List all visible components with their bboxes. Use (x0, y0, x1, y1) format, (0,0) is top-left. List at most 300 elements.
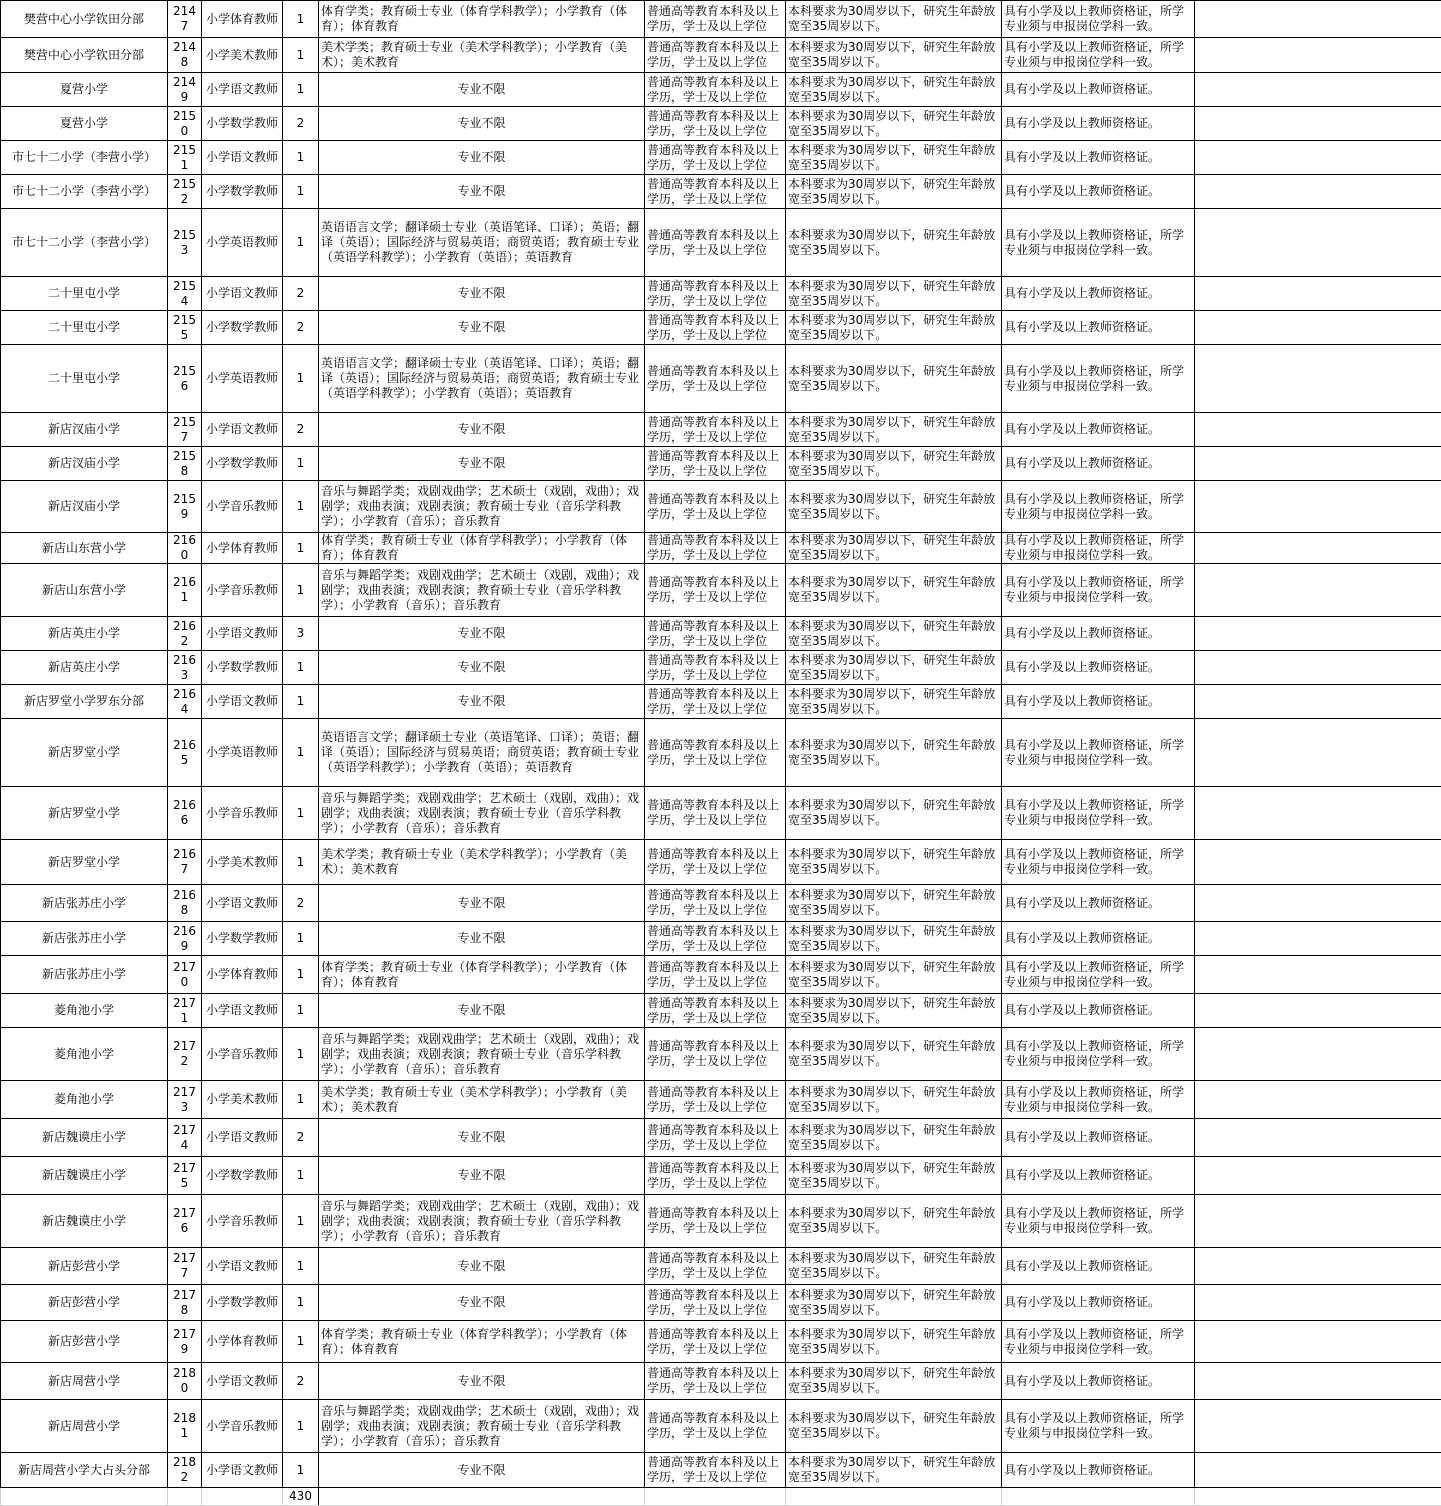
age-cell: 本科要求为30周岁以下，研究生年龄放宽至35周岁以下。 (786, 840, 1002, 885)
empty-cell (1195, 1028, 1441, 1081)
post-code-cell: 2153 (168, 209, 202, 277)
headcount-cell: 1 (283, 840, 319, 885)
certificate-cell: 具有小学及以上教师资格证。 (1002, 73, 1195, 107)
school-name-cell: 新店张苏庄小学 (1, 922, 168, 956)
certificate-cell: 具有小学及以上教师资格证，所学专业须与申报岗位学科一致。 (1002, 840, 1195, 885)
empty-cell (1195, 564, 1441, 617)
table-row (1, 617, 1441, 651)
empty-cell (1195, 885, 1441, 922)
education-cell: 普通高等教育本科及以上学历，学士及以上学位 (645, 1285, 786, 1321)
table-row (1, 922, 1441, 956)
post-name-cell: 小学体育教师 (202, 956, 283, 994)
post-name-cell: 小学体育教师 (202, 533, 283, 564)
headcount-cell: 3 (283, 617, 319, 651)
age-cell: 本科要求为30周岁以下，研究生年龄放宽至35周岁以下。 (786, 922, 1002, 956)
empty-cell (1195, 956, 1441, 994)
age-cell: 本科要求为30周岁以下，研究生年龄放宽至35周岁以下。 (786, 994, 1002, 1028)
certificate-cell: 具有小学及以上教师资格证。 (1002, 1119, 1195, 1157)
age-cell: 本科要求为30周岁以下，研究生年龄放宽至35周岁以下。 (786, 533, 1002, 564)
post-name-cell: 小学英语教师 (202, 345, 283, 413)
empty-cell (1195, 719, 1441, 787)
table-row (1, 1028, 1441, 1081)
certificate-cell: 具有小学及以上教师资格证，所学专业须与申报岗位学科一致。 (1002, 1195, 1195, 1248)
empty-cell (1195, 1195, 1441, 1248)
post-code-cell: 2175 (168, 1157, 202, 1195)
table-row (1, 277, 1441, 311)
headcount-cell: 1 (283, 1285, 319, 1321)
education-cell: 普通高等教育本科及以上学历，学士及以上学位 (645, 413, 786, 447)
major-cell: 专业不限 (319, 413, 645, 447)
headcount-cell: 1 (283, 447, 319, 481)
headcount-cell: 1 (283, 1321, 319, 1363)
empty-cell (1195, 1, 1441, 38)
education-cell: 普通高等教育本科及以上学历，学士及以上学位 (645, 175, 786, 209)
post-code-cell: 2154 (168, 277, 202, 311)
table-row (1, 994, 1441, 1028)
headcount-cell: 1 (283, 209, 319, 277)
post-code-cell: 2180 (168, 1363, 202, 1400)
major-cell: 专业不限 (319, 1248, 645, 1285)
post-code-cell: 2164 (168, 685, 202, 719)
education-cell: 普通高等教育本科及以上学历，学士及以上学位 (645, 1363, 786, 1400)
school-name-cell: 新店彭营小学 (1, 1248, 168, 1285)
certificate-cell: 具有小学及以上教师资格证。 (1002, 413, 1195, 447)
post-name-cell: 小学语文教师 (202, 685, 283, 719)
education-cell: 普通高等教育本科及以上学历，学士及以上学位 (645, 885, 786, 922)
post-code-cell: 2160 (168, 533, 202, 564)
major-cell: 美术学类；教育硕士专业（美术学科教学）；小学教育（美术）；美术教育 (319, 38, 645, 73)
headcount-cell: 1 (283, 1453, 319, 1488)
empty-cell (1, 1488, 168, 1506)
school-name-cell: 新店周营小学 (1, 1400, 168, 1453)
post-name-cell: 小学英语教师 (202, 719, 283, 787)
education-cell: 普通高等教育本科及以上学历，学士及以上学位 (645, 1119, 786, 1157)
empty-cell (1195, 345, 1441, 413)
age-cell: 本科要求为30周岁以下，研究生年龄放宽至35周岁以下。 (786, 956, 1002, 994)
table-row (1, 413, 1441, 447)
school-name-cell: 新店张苏庄小学 (1, 885, 168, 922)
age-cell: 本科要求为30周岁以下，研究生年龄放宽至35周岁以下。 (786, 141, 1002, 175)
certificate-cell: 具有小学及以上教师资格证。 (1002, 447, 1195, 481)
school-name-cell: 新店山东营小学 (1, 533, 168, 564)
education-cell: 普通高等教育本科及以上学历，学士及以上学位 (645, 1157, 786, 1195)
certificate-cell: 具有小学及以上教师资格证。 (1002, 1248, 1195, 1285)
major-cell: 专业不限 (319, 885, 645, 922)
certificate-cell: 具有小学及以上教师资格证，所学专业须与申报岗位学科一致。 (1002, 956, 1195, 994)
school-name-cell: 新店山东营小学 (1, 564, 168, 617)
certificate-cell: 具有小学及以上教师资格证。 (1002, 1363, 1195, 1400)
headcount-cell: 1 (283, 1157, 319, 1195)
education-cell: 普通高等教育本科及以上学历，学士及以上学位 (645, 787, 786, 840)
education-cell: 普通高等教育本科及以上学历，学士及以上学位 (645, 209, 786, 277)
major-cell: 音乐与舞蹈学类；戏剧戏曲学；艺术硕士（戏剧，戏曲）；戏剧学；戏曲表演；戏剧表演；教育硕士专业（音乐学科教学）；小学教育（音乐）；音乐教育 (319, 1400, 645, 1453)
age-cell: 本科要求为30周岁以下，研究生年龄放宽至35周岁以下。 (786, 447, 1002, 481)
education-cell: 普通高等教育本科及以上学历，学士及以上学位 (645, 994, 786, 1028)
major-cell: 专业不限 (319, 651, 645, 685)
major-cell: 专业不限 (319, 1119, 645, 1157)
headcount-cell: 2 (283, 1363, 319, 1400)
post-name-cell: 小学数学教师 (202, 1285, 283, 1321)
headcount-cell: 2 (283, 1119, 319, 1157)
education-cell: 普通高等教育本科及以上学历，学士及以上学位 (645, 73, 786, 107)
school-name-cell: 新店罗堂小学 (1, 840, 168, 885)
table-row (1, 481, 1441, 533)
post-code-cell: 2172 (168, 1028, 202, 1081)
post-name-cell: 小学数学教师 (202, 922, 283, 956)
post-code-cell: 2182 (168, 1453, 202, 1488)
certificate-cell: 具有小学及以上教师资格证，所学专业须与申报岗位学科一致。 (1002, 345, 1195, 413)
headcount-cell: 1 (283, 1248, 319, 1285)
major-cell: 专业不限 (319, 73, 645, 107)
education-cell: 普通高等教育本科及以上学历，学士及以上学位 (645, 38, 786, 73)
education-cell: 普通高等教育本科及以上学历，学士及以上学位 (645, 481, 786, 533)
post-name-cell: 小学数学教师 (202, 107, 283, 141)
empty-cell (202, 1488, 283, 1506)
post-code-cell: 2165 (168, 719, 202, 787)
post-name-cell: 小学美术教师 (202, 840, 283, 885)
school-name-cell: 菱角池小学 (1, 1028, 168, 1081)
education-cell: 普通高等教育本科及以上学历，学士及以上学位 (645, 1, 786, 38)
post-name-cell: 小学数学教师 (202, 447, 283, 481)
major-cell: 专业不限 (319, 922, 645, 956)
major-cell: 专业不限 (319, 277, 645, 311)
headcount-cell: 1 (283, 1195, 319, 1248)
post-code-cell: 2152 (168, 175, 202, 209)
empty-cell (1195, 685, 1441, 719)
table-row (1, 73, 1441, 107)
headcount-cell: 2 (283, 311, 319, 345)
education-cell: 普通高等教育本科及以上学历，学士及以上学位 (645, 447, 786, 481)
major-cell: 音乐与舞蹈学类；戏剧戏曲学；艺术硕士（戏剧，戏曲）；戏剧学；戏曲表演；戏剧表演；教育硕士专业（音乐学科教学）；小学教育（音乐）；音乐教育 (319, 481, 645, 533)
age-cell: 本科要求为30周岁以下，研究生年龄放宽至35周岁以下。 (786, 38, 1002, 73)
headcount-cell: 1 (283, 481, 319, 533)
post-code-cell: 2161 (168, 564, 202, 617)
post-name-cell: 小学语文教师 (202, 1248, 283, 1285)
empty-cell (1195, 277, 1441, 311)
post-code-cell: 2171 (168, 994, 202, 1028)
post-code-cell: 2155 (168, 311, 202, 345)
empty-cell (1002, 1488, 1195, 1506)
empty-cell (319, 1488, 645, 1506)
table-row (1, 719, 1441, 787)
education-cell: 普通高等教育本科及以上学历，学士及以上学位 (645, 651, 786, 685)
empty-cell (1195, 107, 1441, 141)
education-cell: 普通高等教育本科及以上学历，学士及以上学位 (645, 1028, 786, 1081)
total-headcount: 430 (283, 1488, 319, 1506)
headcount-cell: 1 (283, 345, 319, 413)
post-name-cell: 小学音乐教师 (202, 564, 283, 617)
empty-cell (786, 1488, 1002, 1506)
certificate-cell: 具有小学及以上教师资格证。 (1002, 685, 1195, 719)
post-code-cell: 2174 (168, 1119, 202, 1157)
table-row (1, 345, 1441, 413)
post-name-cell: 小学体育教师 (202, 1321, 283, 1363)
age-cell: 本科要求为30周岁以下，研究生年龄放宽至35周岁以下。 (786, 1453, 1002, 1488)
age-cell: 本科要求为30周岁以下，研究生年龄放宽至35周岁以下。 (786, 1321, 1002, 1363)
table-row (1, 107, 1441, 141)
post-name-cell: 小学数学教师 (202, 1157, 283, 1195)
school-name-cell: 樊营中心小学钦田分部 (1, 38, 168, 73)
headcount-cell: 1 (283, 175, 319, 209)
empty-cell (1195, 1248, 1441, 1285)
headcount-cell: 1 (283, 1081, 319, 1119)
headcount-cell: 1 (283, 685, 319, 719)
age-cell: 本科要求为30周岁以下，研究生年龄放宽至35周岁以下。 (786, 175, 1002, 209)
empty-cell (1195, 1321, 1441, 1363)
school-name-cell: 新店汊庙小学 (1, 413, 168, 447)
post-name-cell: 小学语文教师 (202, 277, 283, 311)
age-cell: 本科要求为30周岁以下，研究生年龄放宽至35周岁以下。 (786, 719, 1002, 787)
major-cell: 专业不限 (319, 1157, 645, 1195)
table-row (1, 311, 1441, 345)
school-name-cell: 新店英庄小学 (1, 617, 168, 651)
headcount-cell: 1 (283, 651, 319, 685)
school-name-cell: 新店魏谟庄小学 (1, 1119, 168, 1157)
certificate-cell: 具有小学及以上教师资格证，所学专业须与申报岗位学科一致。 (1002, 1, 1195, 38)
certificate-cell: 具有小学及以上教师资格证，所学专业须与申报岗位学科一致。 (1002, 533, 1195, 564)
headcount-cell: 1 (283, 564, 319, 617)
table-row (1, 840, 1441, 885)
age-cell: 本科要求为30周岁以下，研究生年龄放宽至35周岁以下。 (786, 73, 1002, 107)
education-cell: 普通高等教育本科及以上学历，学士及以上学位 (645, 719, 786, 787)
post-code-cell: 2157 (168, 413, 202, 447)
headcount-cell: 1 (283, 141, 319, 175)
major-cell: 专业不限 (319, 311, 645, 345)
post-name-cell: 小学数学教师 (202, 311, 283, 345)
post-name-cell: 小学数学教师 (202, 651, 283, 685)
empty-cell (1195, 1157, 1441, 1195)
post-code-cell: 2167 (168, 840, 202, 885)
empty-cell (1195, 840, 1441, 885)
education-cell: 普通高等教育本科及以上学历，学士及以上学位 (645, 956, 786, 994)
certificate-cell: 具有小学及以上教师资格证。 (1002, 277, 1195, 311)
school-name-cell: 菱角池小学 (1, 1081, 168, 1119)
total-row (1, 1488, 1441, 1506)
post-name-cell: 小学语文教师 (202, 141, 283, 175)
post-code-cell: 2181 (168, 1400, 202, 1453)
education-cell: 普通高等教育本科及以上学历，学士及以上学位 (645, 345, 786, 413)
empty-cell (1195, 38, 1441, 73)
post-name-cell: 小学语文教师 (202, 617, 283, 651)
table-row (1, 1453, 1441, 1488)
education-cell: 普通高等教育本科及以上学历，学士及以上学位 (645, 685, 786, 719)
school-name-cell: 市七十二小学（李营小学） (1, 209, 168, 277)
certificate-cell: 具有小学及以上教师资格证，所学专业须与申报岗位学科一致。 (1002, 787, 1195, 840)
empty-cell (1195, 1363, 1441, 1400)
education-cell: 普通高等教育本科及以上学历，学士及以上学位 (645, 1081, 786, 1119)
school-name-cell: 新店魏谟庄小学 (1, 1157, 168, 1195)
major-cell: 英语语言文学；翻译硕士专业（英语笔译、口译）；英语；翻译（英语）；国际经济与贸易英语；商贸英语；教育硕士专业（英语学科教学）；小学教育（英语）；英语教育 (319, 209, 645, 277)
education-cell: 普通高等教育本科及以上学历，学士及以上学位 (645, 141, 786, 175)
post-code-cell: 2149 (168, 73, 202, 107)
empty-cell (1195, 1119, 1441, 1157)
table-row (1, 787, 1441, 840)
table-row (1, 1195, 1441, 1248)
table-row (1, 956, 1441, 994)
headcount-cell: 1 (283, 533, 319, 564)
empty-cell (1195, 175, 1441, 209)
headcount-cell: 1 (283, 719, 319, 787)
post-code-cell: 2150 (168, 107, 202, 141)
empty-cell (1195, 481, 1441, 533)
education-cell: 普通高等教育本科及以上学历，学士及以上学位 (645, 277, 786, 311)
age-cell: 本科要求为30周岁以下，研究生年龄放宽至35周岁以下。 (786, 1363, 1002, 1400)
age-cell: 本科要求为30周岁以下，研究生年龄放宽至35周岁以下。 (786, 1, 1002, 38)
major-cell: 专业不限 (319, 1363, 645, 1400)
education-cell: 普通高等教育本科及以上学历，学士及以上学位 (645, 1453, 786, 1488)
age-cell: 本科要求为30周岁以下，研究生年龄放宽至35周岁以下。 (786, 564, 1002, 617)
age-cell: 本科要求为30周岁以下，研究生年龄放宽至35周岁以下。 (786, 1119, 1002, 1157)
education-cell: 普通高等教育本科及以上学历，学士及以上学位 (645, 1248, 786, 1285)
major-cell: 英语语言文学；翻译硕士专业（英语笔译、口译）；英语；翻译（英语）；国际经济与贸易英语；商贸英语；教育硕士专业（英语学科教学）；小学教育（英语）；英语教育 (319, 345, 645, 413)
empty-cell (1195, 787, 1441, 840)
post-code-cell: 2151 (168, 141, 202, 175)
certificate-cell: 具有小学及以上教师资格证，所学专业须与申报岗位学科一致。 (1002, 1321, 1195, 1363)
table-row (1, 1285, 1441, 1321)
table-row (1, 1248, 1441, 1285)
school-name-cell: 二十里屯小学 (1, 345, 168, 413)
age-cell: 本科要求为30周岁以下，研究生年龄放宽至35周岁以下。 (786, 617, 1002, 651)
age-cell: 本科要求为30周岁以下，研究生年龄放宽至35周岁以下。 (786, 651, 1002, 685)
major-cell: 美术学类；教育硕士专业（美术学科教学）；小学教育（美术）；美术教育 (319, 1081, 645, 1119)
certificate-cell: 具有小学及以上教师资格证，所学专业须与申报岗位学科一致。 (1002, 1028, 1195, 1081)
education-cell: 普通高等教育本科及以上学历，学士及以上学位 (645, 1400, 786, 1453)
certificate-cell: 具有小学及以上教师资格证。 (1002, 651, 1195, 685)
major-cell: 专业不限 (319, 141, 645, 175)
empty-cell (1195, 1400, 1441, 1453)
post-code-cell: 2178 (168, 1285, 202, 1321)
major-cell: 专业不限 (319, 1453, 645, 1488)
age-cell: 本科要求为30周岁以下，研究生年龄放宽至35周岁以下。 (786, 1028, 1002, 1081)
post-name-cell: 小学语文教师 (202, 1453, 283, 1488)
table-row (1, 533, 1441, 564)
empty-cell (1195, 73, 1441, 107)
post-code-cell: 2166 (168, 787, 202, 840)
major-cell: 体育学类；教育硕士专业（体育学科教学）；小学教育（体育）；体育教育 (319, 956, 645, 994)
major-cell: 专业不限 (319, 107, 645, 141)
certificate-cell: 具有小学及以上教师资格证。 (1002, 1453, 1195, 1488)
table-row (1, 885, 1441, 922)
age-cell: 本科要求为30周岁以下，研究生年龄放宽至35周岁以下。 (786, 1081, 1002, 1119)
empty-cell (168, 1488, 202, 1506)
major-cell: 专业不限 (319, 447, 645, 481)
empty-cell (1195, 311, 1441, 345)
education-cell: 普通高等教育本科及以上学历，学士及以上学位 (645, 564, 786, 617)
certificate-cell: 具有小学及以上教师资格证。 (1002, 885, 1195, 922)
age-cell: 本科要求为30周岁以下，研究生年龄放宽至35周岁以下。 (786, 277, 1002, 311)
empty-cell (1195, 447, 1441, 481)
age-cell: 本科要求为30周岁以下，研究生年龄放宽至35周岁以下。 (786, 413, 1002, 447)
school-name-cell: 夏营小学 (1, 107, 168, 141)
post-name-cell: 小学音乐教师 (202, 787, 283, 840)
certificate-cell: 具有小学及以上教师资格证。 (1002, 922, 1195, 956)
education-cell: 普通高等教育本科及以上学历，学士及以上学位 (645, 533, 786, 564)
table-row (1, 447, 1441, 481)
school-name-cell: 新店汊庙小学 (1, 481, 168, 533)
school-name-cell: 新店周营小学 (1, 1363, 168, 1400)
headcount-cell: 2 (283, 277, 319, 311)
table-body (1, 1, 1441, 1506)
table-row (1, 1157, 1441, 1195)
post-name-cell: 小学音乐教师 (202, 1400, 283, 1453)
major-cell: 音乐与舞蹈学类；戏剧戏曲学；艺术硕士（戏剧，戏曲）；戏剧学；戏曲表演；戏剧表演；教育硕士专业（音乐学科教学）；小学教育（音乐）；音乐教育 (319, 1028, 645, 1081)
education-cell: 普通高等教育本科及以上学历，学士及以上学位 (645, 922, 786, 956)
post-name-cell: 小学音乐教师 (202, 1195, 283, 1248)
education-cell: 普通高等教育本科及以上学历，学士及以上学位 (645, 617, 786, 651)
table-row (1, 209, 1441, 277)
table-row (1, 1321, 1441, 1363)
post-name-cell: 小学语文教师 (202, 1363, 283, 1400)
post-code-cell: 2168 (168, 885, 202, 922)
headcount-cell: 1 (283, 73, 319, 107)
major-cell: 美术学类；教育硕士专业（美术学科教学）；小学教育（美术）；美术教育 (319, 840, 645, 885)
school-name-cell: 樊营中心小学钦田分部 (1, 1, 168, 38)
table-row (1, 175, 1441, 209)
empty-cell (1195, 413, 1441, 447)
age-cell: 本科要求为30周岁以下，研究生年龄放宽至35周岁以下。 (786, 885, 1002, 922)
certificate-cell: 具有小学及以上教师资格证，所学专业须与申报岗位学科一致。 (1002, 481, 1195, 533)
empty-cell (1195, 1081, 1441, 1119)
table-row (1, 1400, 1441, 1453)
post-name-cell: 小学体育教师 (202, 1, 283, 38)
school-name-cell: 菱角池小学 (1, 994, 168, 1028)
table-row (1, 141, 1441, 175)
table-row (1, 1, 1441, 38)
school-name-cell: 二十里屯小学 (1, 311, 168, 345)
age-cell: 本科要求为30周岁以下，研究生年龄放宽至35周岁以下。 (786, 107, 1002, 141)
table-row (1, 685, 1441, 719)
post-code-cell: 2163 (168, 651, 202, 685)
school-name-cell: 夏营小学 (1, 73, 168, 107)
headcount-cell: 1 (283, 787, 319, 840)
certificate-cell: 具有小学及以上教师资格证，所学专业须与申报岗位学科一致。 (1002, 1081, 1195, 1119)
major-cell: 专业不限 (319, 175, 645, 209)
empty-cell (1195, 533, 1441, 564)
post-name-cell: 小学数学教师 (202, 175, 283, 209)
age-cell: 本科要求为30周岁以下，研究生年龄放宽至35周岁以下。 (786, 209, 1002, 277)
post-name-cell: 小学音乐教师 (202, 481, 283, 533)
table-row (1, 38, 1441, 73)
headcount-cell: 1 (283, 38, 319, 73)
post-code-cell: 2159 (168, 481, 202, 533)
headcount-cell: 2 (283, 885, 319, 922)
headcount-cell: 1 (283, 922, 319, 956)
certificate-cell: 具有小学及以上教师资格证。 (1002, 311, 1195, 345)
major-cell: 英语语言文学；翻译硕士专业（英语笔译、口译）；英语；翻译（英语）；国际经济与贸易英语；商贸英语；教育硕士专业（英语学科教学）；小学教育（英语）；英语教育 (319, 719, 645, 787)
major-cell: 专业不限 (319, 685, 645, 719)
age-cell: 本科要求为30周岁以下，研究生年龄放宽至35周岁以下。 (786, 345, 1002, 413)
certificate-cell: 具有小学及以上教师资格证。 (1002, 994, 1195, 1028)
empty-cell (1195, 209, 1441, 277)
certificate-cell: 具有小学及以上教师资格证。 (1002, 175, 1195, 209)
headcount-cell: 2 (283, 107, 319, 141)
education-cell: 普通高等教育本科及以上学历，学士及以上学位 (645, 840, 786, 885)
certificate-cell: 具有小学及以上教师资格证。 (1002, 617, 1195, 651)
school-name-cell: 新店周营小学大占头分部 (1, 1453, 168, 1488)
post-name-cell: 小学语文教师 (202, 1119, 283, 1157)
empty-cell (1195, 1488, 1441, 1506)
age-cell: 本科要求为30周岁以下，研究生年龄放宽至35周岁以下。 (786, 1285, 1002, 1321)
post-code-cell: 2156 (168, 345, 202, 413)
school-name-cell: 新店罗堂小学罗东分部 (1, 685, 168, 719)
certificate-cell: 具有小学及以上教师资格证，所学专业须与申报岗位学科一致。 (1002, 719, 1195, 787)
headcount-cell: 1 (283, 994, 319, 1028)
post-name-cell: 小学语文教师 (202, 413, 283, 447)
major-cell: 专业不限 (319, 617, 645, 651)
headcount-cell: 1 (283, 1028, 319, 1081)
certificate-cell: 具有小学及以上教师资格证，所学专业须与申报岗位学科一致。 (1002, 564, 1195, 617)
age-cell: 本科要求为30周岁以下，研究生年龄放宽至35周岁以下。 (786, 1157, 1002, 1195)
